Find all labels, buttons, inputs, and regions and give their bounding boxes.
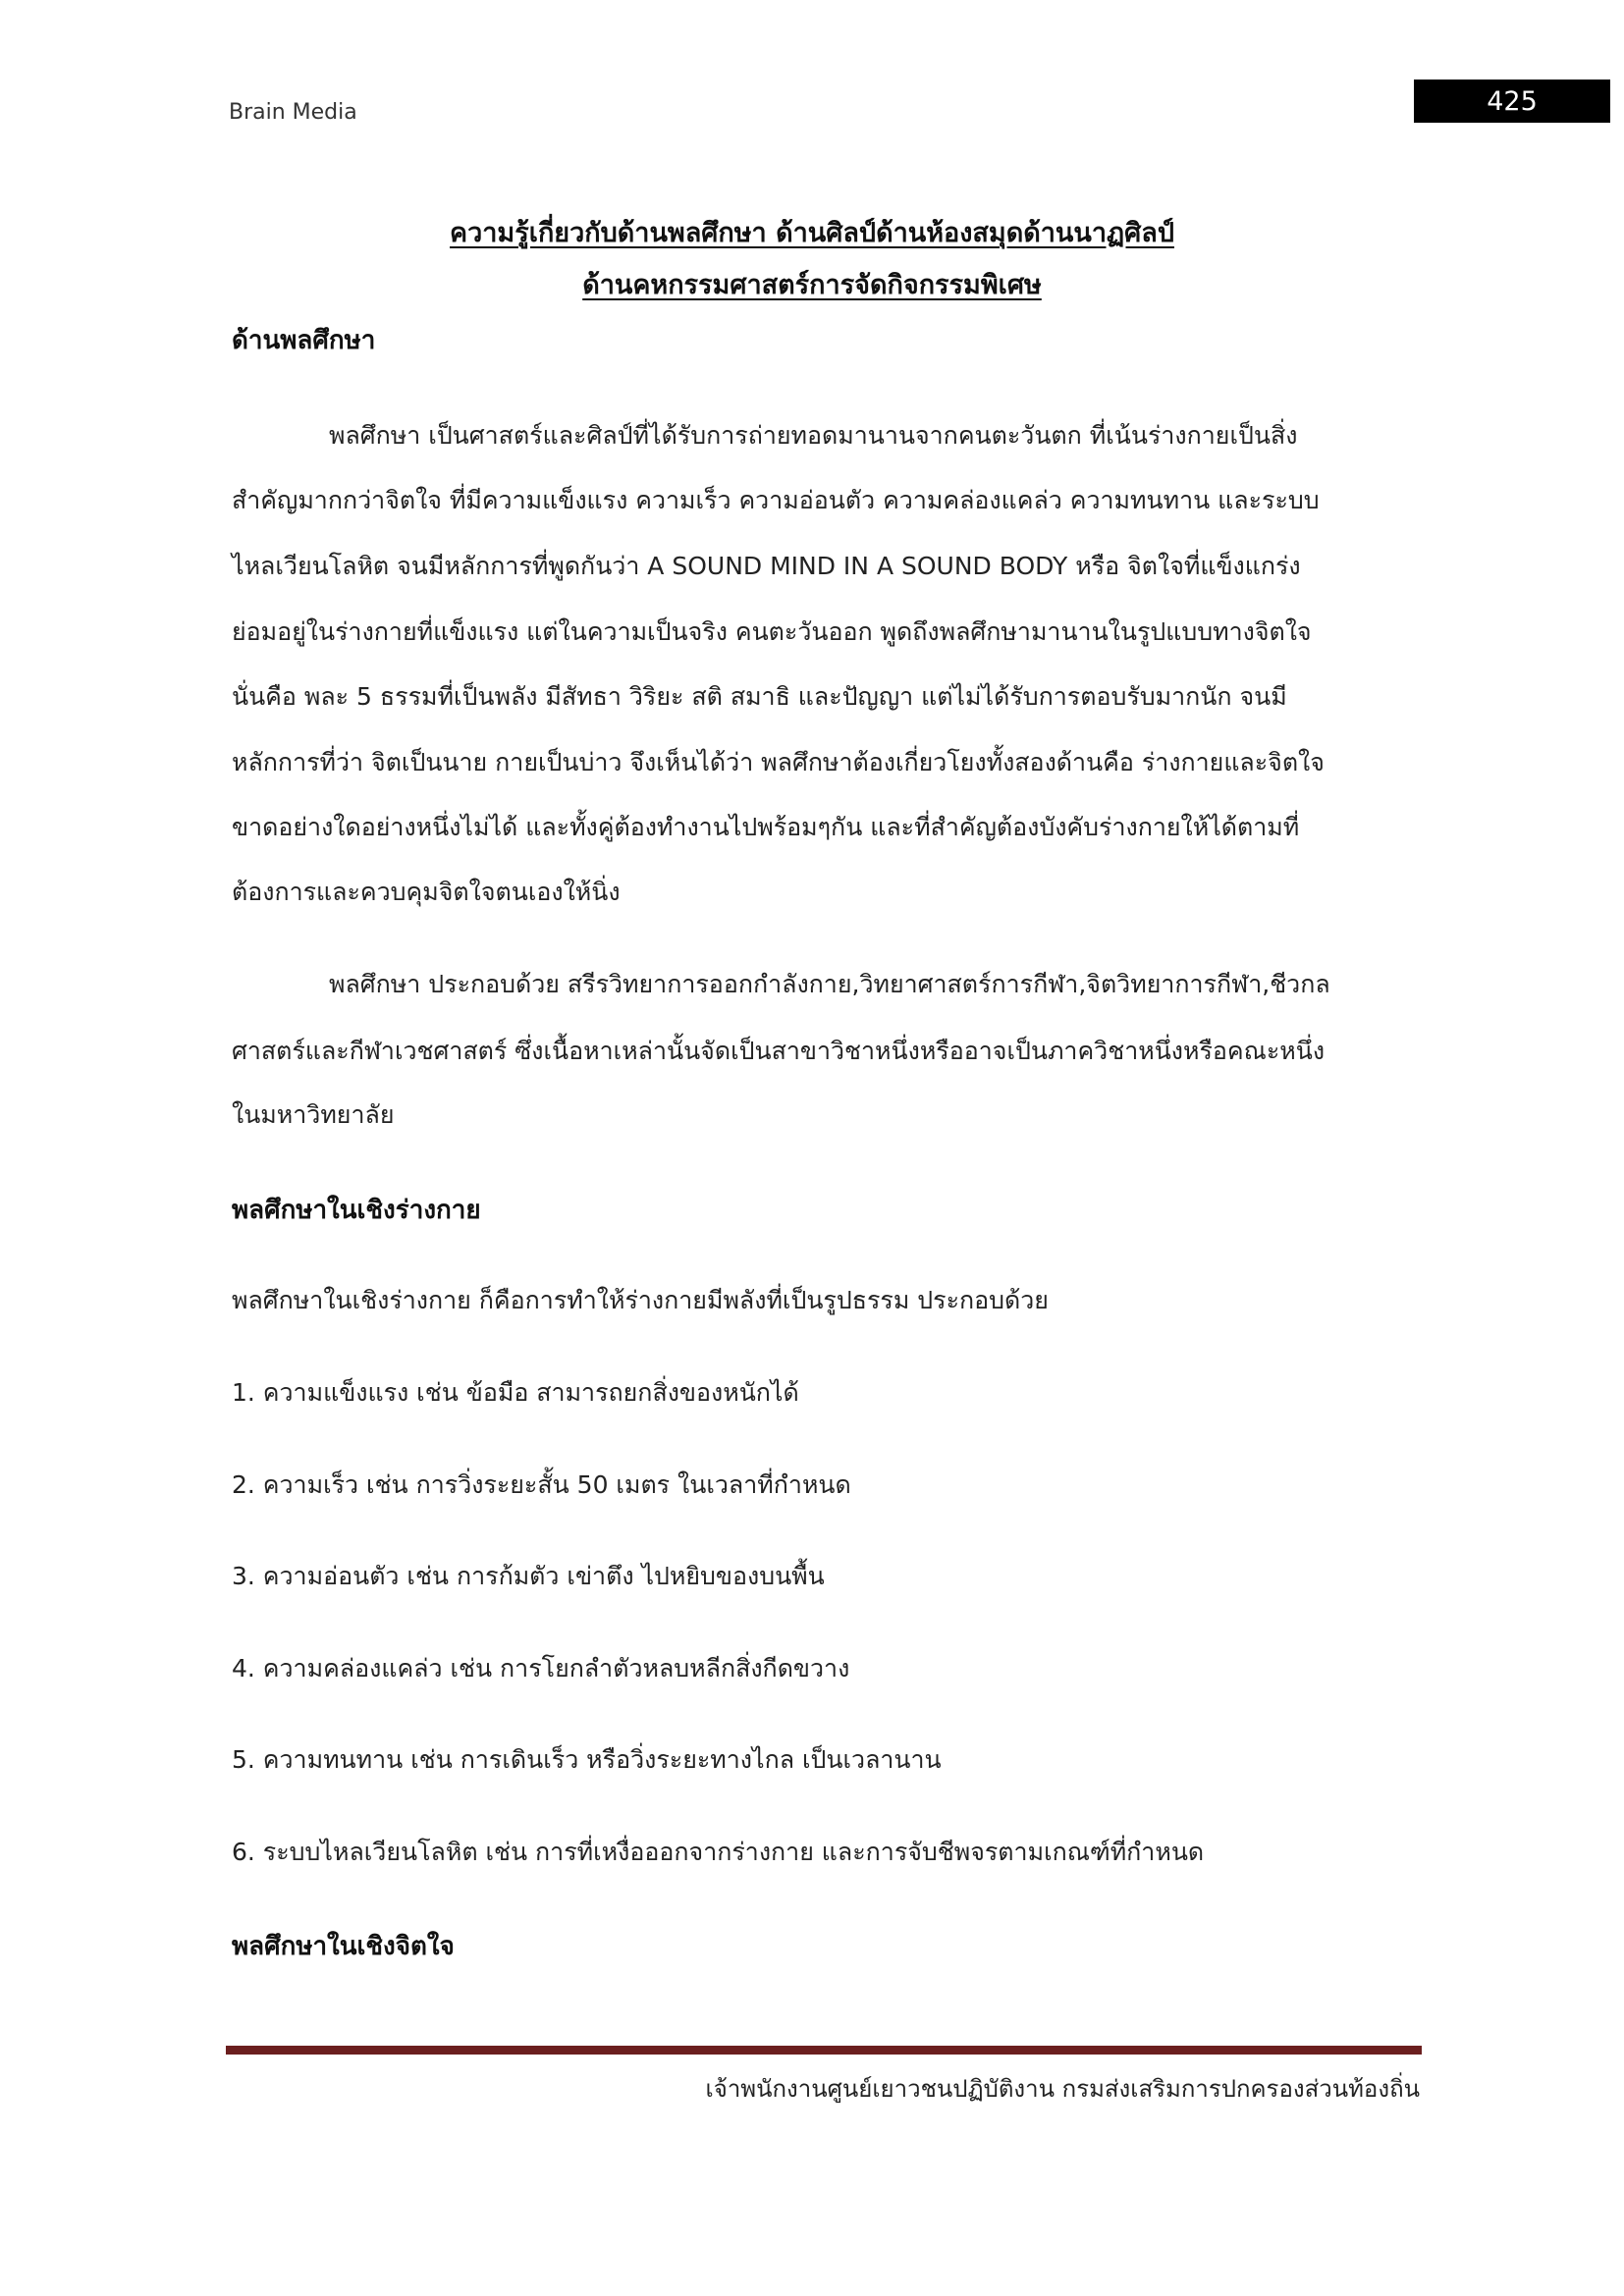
- paragraph-line: หลักการที่ว่า จิตเป็นนาย กายเป็นบ่าว จึงเห็นได้ว่า พลศึกษาต้องเกี่ยวโยงทั้งสองด้านคือ ร่างกายและจิตใจ: [232, 748, 1325, 776]
- section-heading-physical-aspect: พลศึกษาในเชิงร่างกาย: [232, 1196, 481, 1225]
- page-number-badge: [1414, 80, 1610, 123]
- paragraph-line: ศาสตร์และกีฬาเวชศาสตร์ ซึ่งเนื้อหาเหล่านั้นจัดเป็นสาขาวิชาหนึ่งหรืออาจเป็นภาควิชาหนึ่งหรือคณะหนึ่ง: [232, 1037, 1326, 1065]
- list-item: 3. ความอ่อนตัว เช่น การก้มตัว เข่าตึง ไปหยิบของบนพื้น: [232, 1562, 825, 1590]
- page-title-line-1: ความรู้เกี่ยวกับด้านพลศึกษา ด้านศิลป์ด้านห้องสมุดด้านนาฏศิลป์: [450, 218, 1174, 248]
- section-intro: พลศึกษาในเชิงร่างกาย ก็คือการทำให้ร่างกายมีพลังที่เป็นรูปธรรม ประกอบด้วย: [232, 1286, 1049, 1314]
- paragraph-line: นั่นคือ พละ 5 ธรรมที่เป็นพลัง มีสัทธา วิริยะ สติ สมาธิ และปัญญา แต่ไม่ได้รับการตอบรับมากนัก จนมี: [232, 682, 1287, 711]
- paragraph-line: พลศึกษา เป็นศาสตร์และศิลป์ที่ได้รับการถ่ายทอดมานานจากคนตะวันตก ที่เน้นร่างกายเป็นสิ่ง: [329, 421, 1298, 450]
- section-heading-mental-aspect: พลศึกษาในเชิงจิตใจ: [232, 1932, 455, 1961]
- footer-divider: [226, 2046, 1422, 2055]
- list-item: 1. ความแข็งแรง เช่น ข้อมือ สามารถยกสิ่งของหนักได้: [232, 1378, 799, 1407]
- footer-text: เจ้าพนักงานศูนย์เยาวชนปฏิบัติงาน กรมส่งเสริมการปกครองส่วนท้องถิ่น: [705, 2075, 1420, 2103]
- paragraph-line: พลศึกษา ประกอบด้วย สรีรวิทยาการออกกำลังกาย,วิทยาศาสตร์การกีฬา,จิตวิทยาการกีฬา,ชีวกล: [329, 970, 1330, 998]
- page-number: 425: [1487, 85, 1538, 117]
- header-brand: Brain Media: [229, 100, 357, 125]
- list-item: 4. ความคล่องแคล่ว เช่น การโยกลำตัวหลบหลีกสิ่งกีดขวาง: [232, 1654, 850, 1682]
- paragraph-line: ไหลเวียนโลหิต จนมีหลักการที่พูดกันว่า A SOUND MIND IN A SOUND BODY หรือ จิตใจที่แข็งแกร่ง: [232, 552, 1301, 580]
- paragraph-line: สำคัญมากกว่าจิตใจ ที่มีความแข็งแรง ความเร็ว ความอ่อนตัว ความคล่องแคล่ว ความทนทาน และระบบ: [232, 486, 1320, 514]
- paragraph-line: ในมหาวิทยาลัย: [232, 1100, 395, 1129]
- section-heading-physical-education: ด้านพลศึกษา: [232, 326, 376, 355]
- list-item: 2. ความเร็ว เช่น การวิ่งระยะสั้น 50 เมตร ในเวลาที่กำหนด: [232, 1470, 851, 1499]
- page-title-line-2: ด้านคหกรรมศาสตร์การจัดกิจกรรมพิเศษ: [582, 270, 1042, 300]
- paragraph-line: ย่อมอยู่ในร่างกายที่แข็งแรง แต่ในความเป็นจริง คนตะวันออก พูดถึงพลศึกษามานานในรูปแบบทางจิตใจ: [232, 617, 1312, 646]
- paragraph-line: ขาดอย่างใดอย่างหนึ่งไม่ได้ และทั้งคู่ต้องทำงานไปพร้อมๆกัน และที่สำคัญต้องบังคับร่างกายให้ได้ตามที่: [232, 813, 1300, 841]
- list-item: 5. ความทนทาน เช่น การเดินเร็ว หรือวิ่งระยะทางไกล เป็นเวลานาน: [232, 1745, 942, 1774]
- list-item: 6. ระบบไหลเวียนโลหิต เช่น การที่เหงื่อออกจากร่างกาย และการจับชีพจรตามเกณฑ์ที่กำหนด: [232, 1838, 1205, 1866]
- paragraph-line: ต้องการและควบคุมจิตใจตนเองให้นิ่ง: [232, 878, 621, 906]
